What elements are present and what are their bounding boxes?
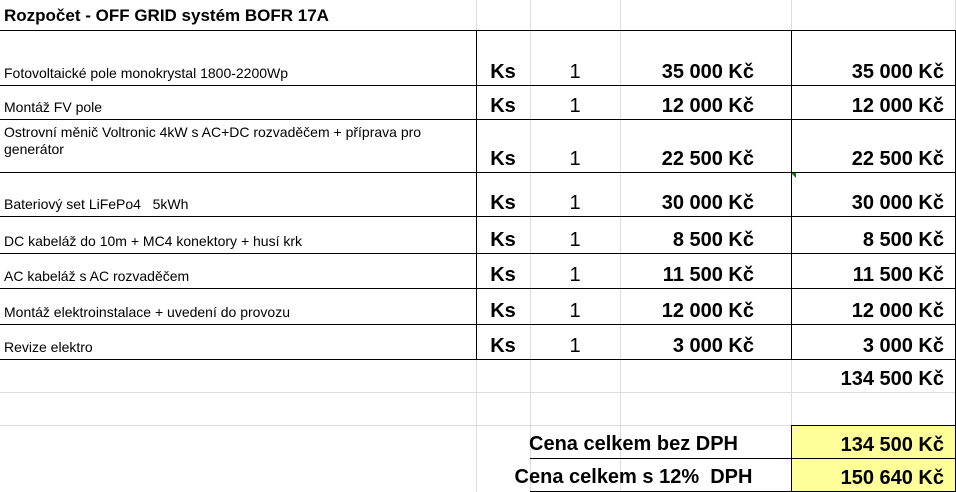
item-total[interactable]: 12 000 Kč (851, 300, 944, 322)
item-unit[interactable]: Ks (490, 95, 516, 117)
item-unit-price[interactable]: 12 000 Kč (661, 95, 754, 117)
item-unit-price[interactable]: 11 500 Kč (662, 264, 754, 286)
item-unit[interactable]: Ks (490, 264, 516, 286)
item-quantity[interactable]: 1 (569, 95, 581, 117)
item-unit-price[interactable]: 8 500 Kč (672, 229, 754, 251)
item-quantity[interactable]: 1 (569, 229, 581, 251)
sheet-title[interactable]: Rozpočet - OFF GRID systém BOFR 17A (4, 6, 329, 25)
item-unit[interactable]: Ks (490, 335, 516, 357)
gridline (0, 392, 956, 393)
total-without-vat-value[interactable]: 134 500 Kč (840, 434, 944, 456)
item-unit-price[interactable]: 3 000 Kč (672, 335, 754, 357)
item-quantity[interactable]: 1 (569, 264, 581, 286)
item-quantity[interactable]: 1 (569, 300, 581, 322)
item-unit[interactable]: Ks (490, 192, 516, 214)
item-description[interactable]: Fotovoltaické pole monokrystal 1800-2200Wp (4, 65, 289, 81)
item-description[interactable]: Montáž elektroinstalace + uvedení do provozu (4, 304, 291, 320)
item-quantity[interactable]: 1 (569, 148, 581, 170)
item-total[interactable]: 11 500 Kč (852, 264, 944, 286)
item-total[interactable]: 8 500 Kč (862, 229, 944, 251)
item-unit[interactable]: Ks (490, 61, 516, 83)
item-total[interactable]: 12 000 Kč (851, 95, 944, 117)
item-unit-price[interactable]: 30 000 Kč (661, 192, 754, 214)
item-total[interactable]: 30 000 Kč (851, 192, 944, 214)
item-description[interactable]: AC kabeláž s AC rozvaděčem (4, 268, 190, 284)
item-unit-price[interactable]: 22 500 Kč (661, 148, 754, 170)
item-total[interactable]: 3 000 Kč (862, 335, 944, 357)
item-description[interactable]: Montáž FV pole (4, 99, 103, 115)
item-unit[interactable]: Ks (490, 300, 516, 322)
item-unit[interactable]: Ks (490, 148, 516, 170)
item-description[interactable]: Bateriový set LiFePo4 5kWh (4, 196, 189, 212)
item-description[interactable]: DC kabeláž do 10m + MC4 konektory + husí krk (4, 233, 303, 249)
item-quantity[interactable]: 1 (569, 192, 581, 214)
item-unit[interactable]: Ks (490, 229, 516, 251)
item-unit-price[interactable]: 35 000 Kč (661, 61, 754, 83)
item-quantity[interactable]: 1 (569, 61, 581, 83)
subtotal-value[interactable]: 134 500 Kč (840, 368, 944, 390)
total-with-vat-label[interactable]: Cena celkem s 12% DPH (514, 466, 753, 488)
item-description[interactable]: Ostrovní měnič Voltronic 4kW s AC+DC rozvaděčem + příprava pro generátor (4, 124, 422, 157)
item-total[interactable]: 22 500 Kč (851, 148, 944, 170)
item-quantity[interactable]: 1 (569, 335, 581, 357)
item-unit-price[interactable]: 12 000 Kč (661, 300, 754, 322)
item-description[interactable]: Revize elektro (4, 339, 93, 355)
item-total[interactable]: 35 000 Kč (851, 61, 944, 83)
total-without-vat-label[interactable]: Cena celkem bez DPH (529, 433, 738, 455)
total-with-vat-value[interactable]: 150 640 Kč (840, 467, 944, 489)
